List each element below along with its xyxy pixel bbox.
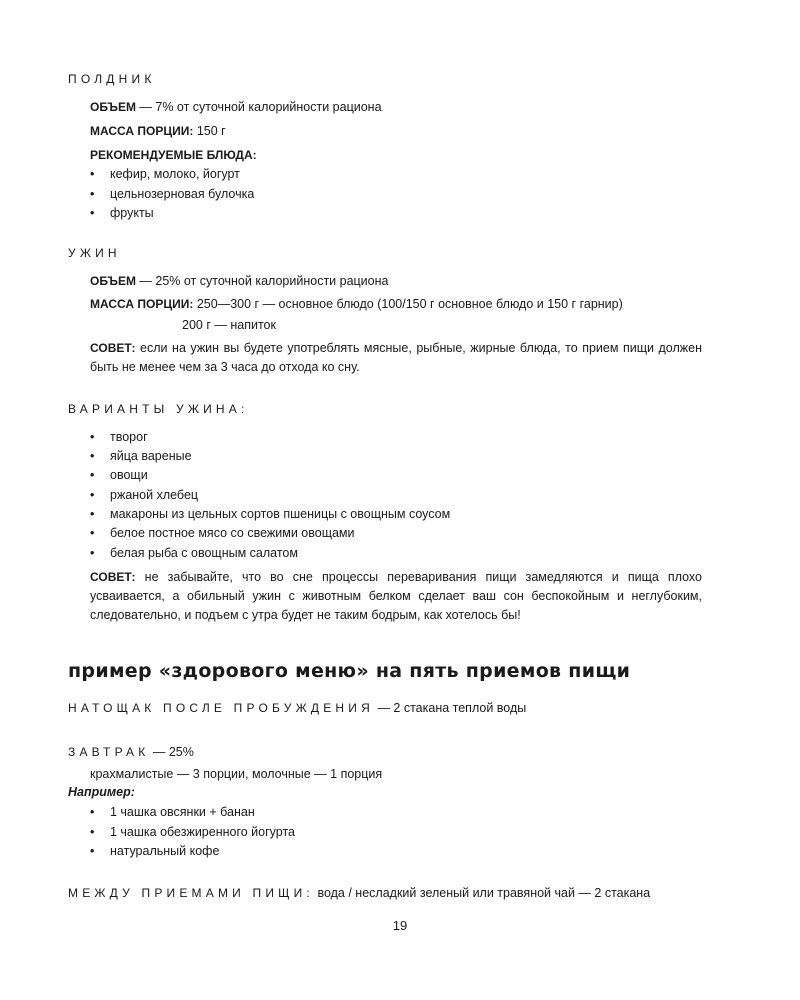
dinner-mass-text: 250—300 г — основное блюдо (100/150 г основное блюдо и 150 г гарнир) bbox=[193, 297, 623, 311]
wake-line bbox=[68, 701, 526, 715]
between-text: вода / несладкий зеленый или травяной чай — 2 стакана bbox=[313, 886, 651, 900]
dinner-options-tip-text: не забывайте, что во сне процессы переваривания пищи замедляются и пища плохо усваивается, а обильный ужин с животным белком сделает ваш сон беспокойным и неглубоким, следовательно, и подъем с утра будет не таким бодрым, как хотелось бы! bbox=[90, 570, 702, 622]
dinner-mass-text2: 200 г — напиток bbox=[182, 318, 276, 332]
between-label: МЕЖДУ ПРИЕМАМИ ПИЩИ: bbox=[68, 886, 314, 900]
breakfast-portions: крахмалистые — 3 порции, молочные — 1 порция bbox=[90, 767, 383, 781]
dinner-mass bbox=[90, 296, 623, 312]
dinner-tip-label: СОВЕТ: bbox=[90, 341, 136, 355]
dinner-volume-label: ОБЪЕМ bbox=[90, 274, 136, 288]
example-label: Например: bbox=[68, 785, 135, 799]
dinner-tip-text: если на ужин вы будете употреблять мясные, рыбные, жирные блюда, то прием пищи должен быть не менее чем за 3 часа до отхода ко сну. bbox=[90, 341, 702, 374]
afternoon-dishes-label: РЕКОМЕНДУЕМЫЕ БЛЮДА: bbox=[90, 148, 257, 162]
list-item: • натуральный кофе bbox=[90, 844, 220, 858]
afternoon-volume bbox=[90, 99, 382, 115]
dinner-volume bbox=[90, 273, 388, 289]
list-item: • макароны из цельных сортов пшеницы с овощным соусом bbox=[90, 507, 451, 521]
wake-text: — 2 стакана теплой воды bbox=[373, 701, 527, 715]
list-item: • творог bbox=[90, 430, 148, 444]
dinner-tip bbox=[90, 339, 702, 377]
list-item: • кефир, молоко, йогурт bbox=[90, 167, 240, 181]
menu-heading: пример «здорового меню» на пять приемов пищи bbox=[68, 660, 631, 682]
breakfast-label: ЗАВТРАК bbox=[68, 745, 150, 759]
dinner-mass-label: МАССА ПОРЦИИ: bbox=[90, 297, 194, 311]
dinner-title: УЖИН bbox=[68, 246, 121, 260]
breakfast-line bbox=[68, 745, 194, 759]
afternoon-volume-label: ОБЪЕМ bbox=[90, 100, 136, 114]
list-item: • яйца вареные bbox=[90, 449, 192, 463]
breakfast-text: — 25% bbox=[149, 745, 194, 759]
list-item: • цельнозерновая булочка bbox=[90, 187, 255, 201]
list-item: • ржаной хлебец bbox=[90, 488, 199, 502]
wake-label: НАТОЩАК ПОСЛЕ ПРОБУЖДЕНИЯ bbox=[68, 701, 374, 715]
dinner-options-tip-label: СОВЕТ: bbox=[90, 570, 136, 584]
afternoon-mass-text: 150 г bbox=[193, 124, 226, 138]
afternoon-mass bbox=[90, 123, 226, 139]
dinner-volume-text: — 25% от суточной калорийности рациона bbox=[135, 274, 389, 288]
page-number: 19 bbox=[392, 918, 408, 933]
between-line bbox=[68, 886, 650, 900]
afternoon-mass-label: МАССА ПОРЦИИ: bbox=[90, 124, 194, 138]
list-item: • 1 чашка обезжиренного йогурта bbox=[90, 825, 295, 839]
afternoon-title: ПОЛДНИК bbox=[68, 72, 156, 86]
list-item: • белая рыба с овощным салатом bbox=[90, 546, 298, 560]
list-item: • овощи bbox=[90, 468, 148, 482]
list-item: • белое постное мясо со свежими овощами bbox=[90, 526, 355, 540]
dinner-options-tip bbox=[90, 568, 702, 625]
dinner-options-title: ВАРИАНТЫ УЖИНА: bbox=[68, 402, 249, 416]
afternoon-volume-text: — 7% от суточной калорийности рациона bbox=[135, 100, 382, 114]
list-item: • 1 чашка овсянки + банан bbox=[90, 805, 255, 819]
list-item: • фрукты bbox=[90, 206, 154, 220]
